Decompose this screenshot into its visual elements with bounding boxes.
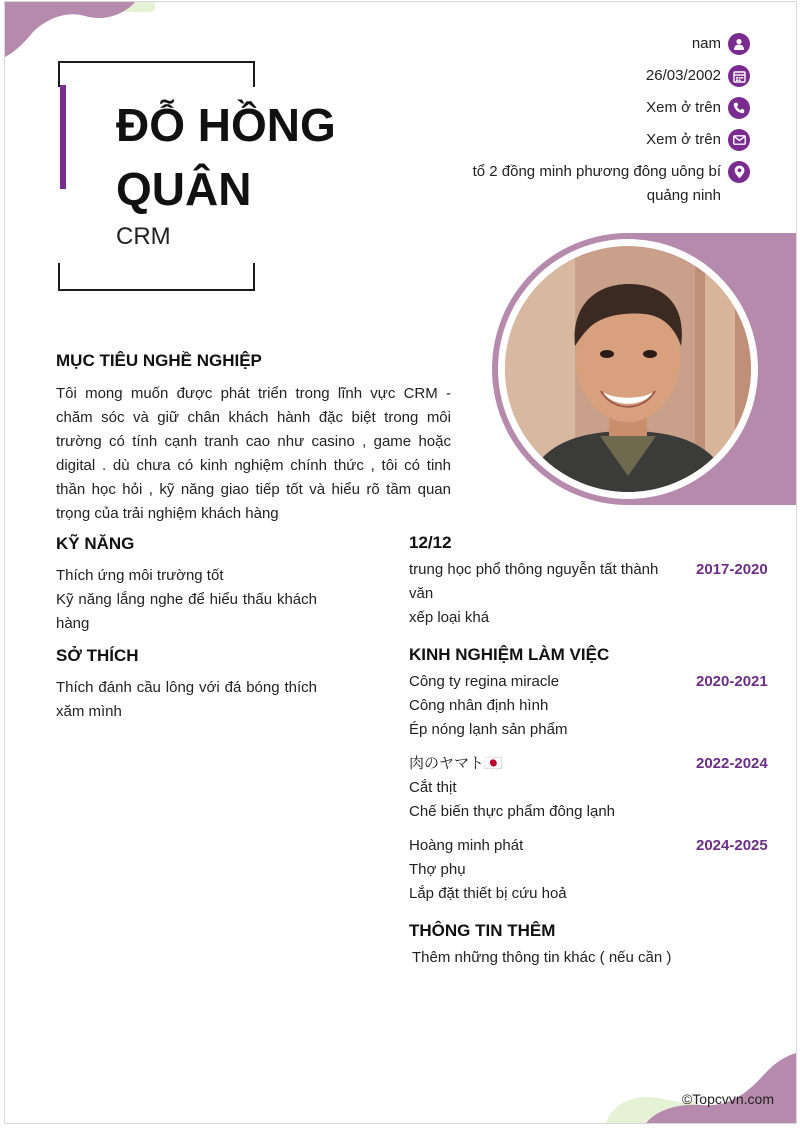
contact-gender-text: nam xyxy=(691,35,721,52)
contact-gender xyxy=(410,32,750,56)
contact-phone-text: Xem ở trên xyxy=(646,99,721,116)
location-icon xyxy=(728,161,750,183)
job-years: 2024-2025 xyxy=(696,837,768,854)
decorative-blob-bottom-right xyxy=(606,1053,796,1123)
education-entry xyxy=(409,558,679,630)
calendar-icon xyxy=(728,65,750,87)
skills-title: KỸ NĂNG xyxy=(56,534,135,553)
objective-text: Tôi mong muốn được phát triển trong lĩnh vực CRM - chăm sóc và giữ chân khách hành đặc biệt trong môi trường có tính cạnh tranh cao như casino , game hoặc digital . dù chưa có kinh nghiệm chính thức , tôi có tinh thần học hỏi , kỹ năng giao tiếp tốt và hiểu rõ tầm quan trọng của trải nghiệm khách hàng xyxy=(56,385,451,522)
contact-birthday xyxy=(410,64,750,88)
job-role: Thợ phụ xyxy=(409,861,466,878)
contact-birthday-text: 26/03/2002 xyxy=(645,67,721,84)
education-years: 2017-2020 xyxy=(696,561,768,578)
additional-info-title: THÔNG TIN THÊM xyxy=(409,921,556,940)
skill-item: Thích ứng môi trường tốt xyxy=(56,567,224,584)
decorative-blob-top-left xyxy=(5,2,165,62)
phone-icon xyxy=(728,97,750,119)
name-frame-bottom xyxy=(58,263,255,291)
job-entry xyxy=(409,834,689,906)
contact-list xyxy=(410,32,750,216)
job-description: Ép nóng lạnh sản phẩm xyxy=(409,721,568,738)
contact-phone xyxy=(410,96,750,120)
contact-email-text: Xem ở trên xyxy=(646,131,721,148)
name-accent-bar xyxy=(60,85,66,189)
job-position: CRM xyxy=(116,223,171,250)
contact-address xyxy=(410,160,750,208)
contact-address-text: tổ 2 đồng minh phương đông uông bí quảng ninh xyxy=(472,163,721,204)
full-name: ĐỖ HỒNG QUÂN xyxy=(116,99,336,215)
education-school: trung học phổ thông nguyễn tất thành văn xyxy=(409,561,659,602)
job-description: Chế biến thực phẩm đông lạnh xyxy=(409,803,616,820)
job-years: 2022-2024 xyxy=(696,755,768,772)
education-title: 12/12 xyxy=(409,533,452,552)
job-role: Cắt thịt xyxy=(409,779,457,796)
job-company: Công ty regina miracle xyxy=(409,673,560,690)
job-company: 肉のヤマト🇯🇵 xyxy=(409,755,503,772)
job-years: 2020-2021 xyxy=(696,673,768,690)
contact-email xyxy=(410,128,750,152)
email-icon xyxy=(728,129,750,151)
user-icon xyxy=(728,33,750,55)
job-description: Lắp đặt thiết bị cứu hoả xyxy=(409,885,567,902)
copyright-text: ©Topcvvn.com xyxy=(681,1091,774,1107)
hobbies-title: SỞ THÍCH xyxy=(56,646,139,665)
objective-title: MỤC TIÊU NGHỀ NGHIỆP xyxy=(56,351,262,370)
skills-list xyxy=(56,564,317,636)
hobbies-text: Thích đánh cầu lông với đá bóng thích xăm mình xyxy=(56,679,317,720)
experience-title: KINH NGHIỆM LÀM VIỆC xyxy=(409,645,610,664)
education-detail: xếp loại khá xyxy=(409,609,490,626)
avatar xyxy=(505,246,751,492)
additional-info-text: Thêm những thông tin khác ( nếu cần ) xyxy=(412,949,672,966)
job-entry xyxy=(409,670,689,742)
skill-item: Kỹ năng lắng nghe để hiểu thấu khách hàng xyxy=(56,591,317,632)
name-frame-top xyxy=(58,61,255,87)
job-entry xyxy=(409,752,689,824)
resume-page xyxy=(4,1,797,1124)
job-role: Công nhân định hình xyxy=(409,697,549,714)
job-company: Hoàng minh phát xyxy=(409,837,524,854)
